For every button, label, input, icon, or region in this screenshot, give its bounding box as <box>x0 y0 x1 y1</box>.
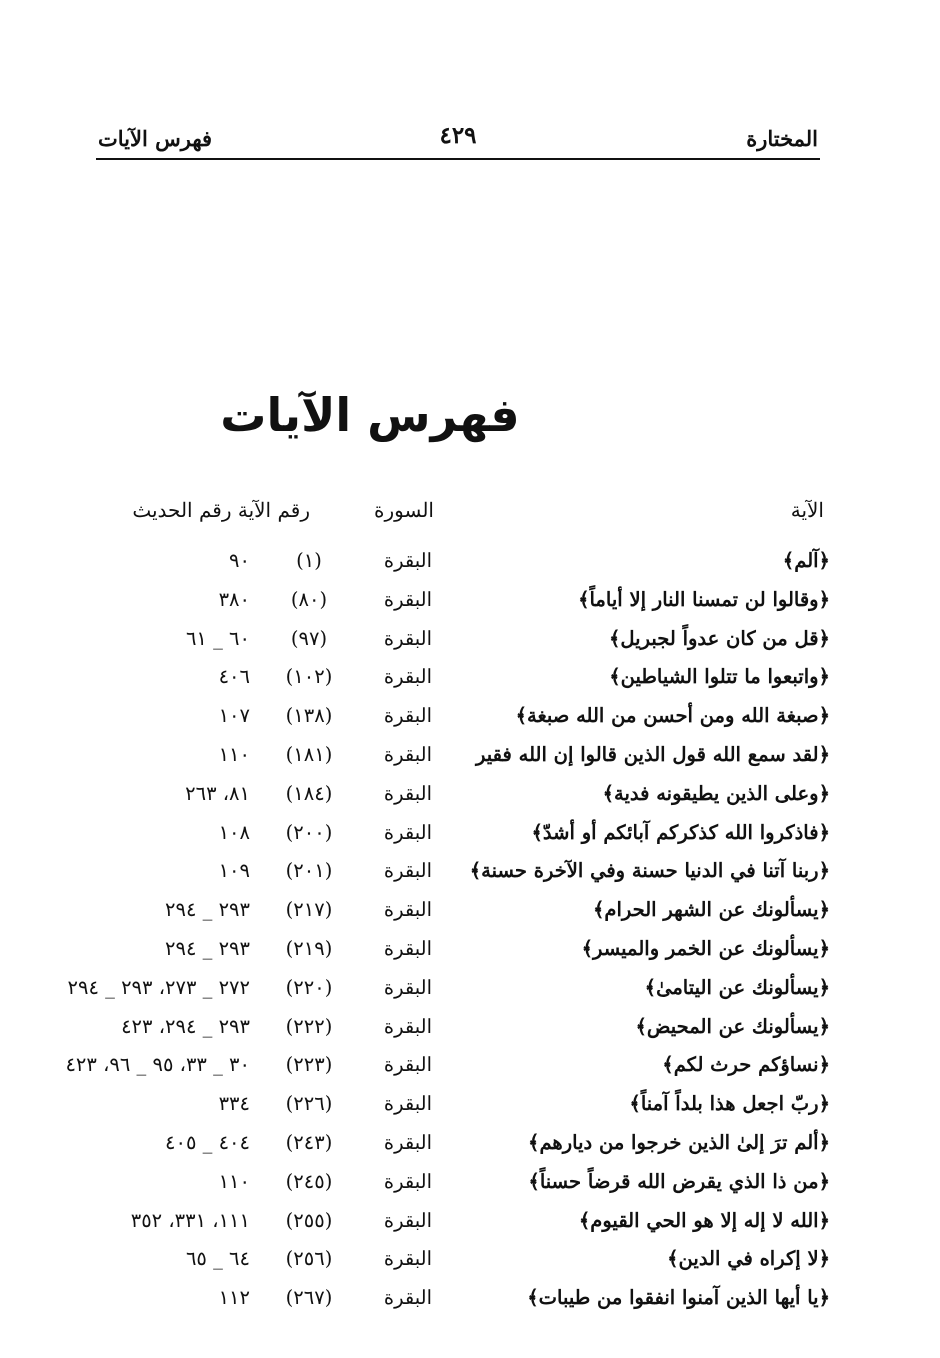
ayah-number: (٢٢٢) <box>285 1014 333 1038</box>
hadith-numbers: ١١١، ٣٣١، ٣٥٢ <box>130 1208 250 1232</box>
surah-name: البقرة <box>383 626 432 650</box>
hadith-numbers: ١٠٧ <box>218 704 250 728</box>
table-row <box>40 1124 830 1163</box>
hadith-numbers: ٢٩٣ _ ٢٩٤، ٤٢٣ <box>121 1014 250 1038</box>
column-header-ayah: الآية <box>790 498 824 522</box>
table-header <box>40 494 830 534</box>
surah-name: البقرة <box>383 975 432 999</box>
table-row <box>40 697 830 736</box>
hadith-numbers: ٣٣٤ <box>218 1092 250 1116</box>
ayah-text: ﴿ألم ترَ إلىٰ الذين خرجوا من ديارهم﴾ <box>528 1130 830 1154</box>
column-header-ayah-number-hadith: رقم الآية رقم الحديث <box>132 498 310 522</box>
table-row <box>40 814 830 853</box>
ayah-text: ﴿الله لا إله إلا هو الحي القيوم﴾ <box>578 1208 830 1232</box>
surah-name: البقرة <box>383 898 432 922</box>
ayah-text: ﴿يسألونك عن اليتامىٰ﴾ <box>644 975 830 999</box>
table-row <box>40 1046 830 1085</box>
ayah-number: (١٠٢) <box>285 665 333 689</box>
surah-name: البقرة <box>383 1286 432 1310</box>
ayah-text: ﴿لقد سمع الله قول الذين قالوا إن الله فقير <box>476 742 830 766</box>
table-row <box>40 969 830 1008</box>
surah-name: البقرة <box>383 1169 432 1193</box>
hadith-numbers: ٢٧٢ _ ٢٧٣، ٢٩٣ _ ٢٩٤ <box>67 975 250 999</box>
hadith-numbers: ٤٠٤ _ ٤٠٥ <box>165 1130 250 1154</box>
hadith-numbers: ١١٠ <box>218 1169 250 1193</box>
surah-name: البقرة <box>383 936 432 960</box>
table-row <box>40 775 830 814</box>
surah-name: البقرة <box>383 1247 432 1271</box>
surah-name: البقرة <box>383 549 432 572</box>
ayah-number: (٢٠٠) <box>285 820 333 844</box>
ayah-number: (٢٠١) <box>285 859 333 883</box>
ayah-text: ﴿لا إكراه في الدين﴾ <box>667 1247 830 1271</box>
ayah-text: ﴿نساؤكم حرث لكم﴾ <box>662 1053 830 1077</box>
ayah-text: ﴿من ذا الذي يقرض الله قرضاً حسناً﴾ <box>528 1169 830 1193</box>
ayah-number: (١٨١) <box>285 742 333 766</box>
table-row <box>40 581 830 620</box>
ayah-text: ﴿قل من كان عدواً لجبريل﴾ <box>608 626 830 650</box>
table-row <box>40 736 830 775</box>
surah-name: البقرة <box>383 587 432 611</box>
table-row <box>40 852 830 891</box>
hadith-numbers: ١١٠ <box>218 742 250 766</box>
hadith-numbers: ٢٩٣ _ ٢٩٤ <box>165 936 250 960</box>
ayah-number: (٩٧) <box>290 626 328 650</box>
ayah-text: ﴿آلم﴾ <box>782 549 830 572</box>
table-row <box>40 542 830 581</box>
ayah-number: (٢٦٧) <box>285 1286 333 1310</box>
hadith-numbers: ٦٤ _ ٦٥ <box>185 1247 250 1271</box>
ayah-number: (٢٥٦) <box>285 1247 333 1271</box>
ayah-number: (٢٤٣) <box>285 1130 333 1154</box>
surah-name: البقرة <box>383 781 432 805</box>
hadith-numbers: ٣٠ _ ٣٣، ٩٥ _ ٩٦، ٤٢٣ <box>65 1053 250 1077</box>
table-row <box>40 1279 830 1318</box>
header-section-title: فهرس الآيات <box>98 126 213 151</box>
ayah-text: ﴿فاذكروا الله كذكركم آبائكم أو أشدّ﴾ <box>531 820 830 844</box>
surah-name: البقرة <box>383 820 432 844</box>
ayah-number: (٢١٧) <box>285 898 333 922</box>
ayah-number: (٢٢٠) <box>285 975 333 999</box>
hadith-numbers: ١٠٨ <box>218 820 250 844</box>
page-number: ٤٢٩ <box>439 122 477 149</box>
table-row <box>40 1008 830 1047</box>
column-header-surah: السورة <box>374 498 434 522</box>
ayah-text: ﴿صبغة الله ومن أحسن من الله صبغة﴾ <box>515 704 830 728</box>
ayah-text: ﴿وقالوا لن تمسنا النار إلا أياماً﴾ <box>578 587 830 611</box>
surah-name: البقرة <box>383 1208 432 1232</box>
hadith-numbers: ٦٠ _ ٦١ <box>185 626 250 650</box>
ayah-text: ﴿يسألونك عن الشهر الحرام﴾ <box>592 898 830 922</box>
running-header <box>96 122 820 160</box>
ayah-text: ﴿ربّ اجعل هذا بلداً آمناً﴾ <box>629 1092 830 1116</box>
ayah-text: ﴿يسألونك عن الخمر والميسر﴾ <box>581 936 830 960</box>
table-row <box>40 658 830 697</box>
ayah-number: (١) <box>296 549 322 572</box>
hadith-numbers: ٩٠ <box>229 549 250 572</box>
ayah-text: ﴿ربنا آتنا في الدنيا حسنة وفي الآخرة حسنة﴾ <box>469 859 830 883</box>
ayah-text: ﴿واتبعوا ما تتلوا الشياطين﴾ <box>609 665 830 689</box>
table-row <box>40 891 830 930</box>
table-row <box>40 1240 830 1279</box>
hadith-numbers: ١٠٩ <box>218 859 250 883</box>
ayah-text: ﴿يا أيها الذين آمنوا انفقوا من طيبات﴾ <box>527 1286 830 1310</box>
hadith-numbers: ٨١، ٢٦٣ <box>185 781 250 805</box>
surah-name: البقرة <box>383 859 432 883</box>
surah-name: البقرة <box>383 1014 432 1038</box>
ayah-text: ﴿يسألونك عن المحيض﴾ <box>635 1014 830 1038</box>
ayah-text: ﴿وعلى الذين يطيقونه فدية﴾ <box>602 781 830 805</box>
table-body <box>40 542 830 1318</box>
hadith-numbers: ١١٢ <box>218 1286 250 1310</box>
ayah-number: (٢١٩) <box>285 936 333 960</box>
ayah-number: (٢٥٥) <box>285 1208 333 1232</box>
ayah-number: (٢٤٥) <box>285 1169 333 1193</box>
page-title: فهرس الآيات <box>220 388 520 442</box>
table-row <box>40 1202 830 1241</box>
ayah-number: (١٣٨) <box>285 704 333 728</box>
hadith-numbers: ٤٠٦ <box>218 665 250 689</box>
ayah-number: (٢٢٦) <box>285 1092 333 1116</box>
table-row <box>40 1163 830 1202</box>
hadith-numbers: ٢٩٣ _ ٢٩٤ <box>165 898 250 922</box>
verse-index-table <box>40 494 830 1318</box>
ayah-number: (٨٠) <box>290 587 328 611</box>
hadith-numbers: ٣٨٠ <box>218 587 250 611</box>
table-row <box>40 930 830 969</box>
table-row <box>40 620 830 659</box>
surah-name: البقرة <box>383 742 432 766</box>
surah-name: البقرة <box>383 665 432 689</box>
header-book-title: المختارة <box>746 126 818 151</box>
table-row <box>40 1085 830 1124</box>
surah-name: البقرة <box>383 1092 432 1116</box>
surah-name: البقرة <box>383 704 432 728</box>
ayah-number: (١٨٤) <box>285 781 333 805</box>
surah-name: البقرة <box>383 1130 432 1154</box>
ayah-number: (٢٢٣) <box>285 1053 333 1077</box>
surah-name: البقرة <box>383 1053 432 1077</box>
